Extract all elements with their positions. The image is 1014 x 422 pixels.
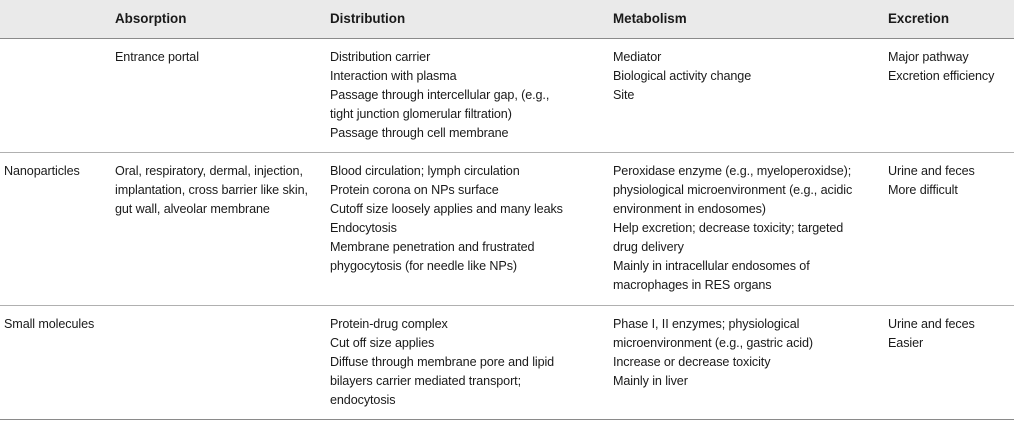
excretion-cell bbox=[888, 315, 975, 353]
cell-line: More difficult bbox=[888, 183, 958, 197]
cell-line: tight junction glomerular filtration) bbox=[330, 107, 512, 121]
cell-line: Distribution carrier bbox=[330, 50, 431, 64]
cell-line: Entrance portal bbox=[115, 50, 199, 64]
cell-line: Help excretion; decrease toxicity; targeted bbox=[613, 221, 844, 235]
metabolism-cell bbox=[613, 162, 852, 295]
header-excretion: Excretion bbox=[888, 11, 950, 26]
cell-line: Peroxidase enzyme (e.g., myeloperoxidse); bbox=[613, 164, 852, 178]
cell-line: Cut off size applies bbox=[330, 336, 435, 350]
distribution-cell bbox=[330, 315, 554, 410]
header-absorption: Absorption bbox=[115, 11, 187, 26]
row-label-text: Small molecules bbox=[4, 317, 95, 331]
cell-line: Easier bbox=[888, 336, 924, 350]
absorption-cell bbox=[115, 48, 199, 67]
cell-line: Oral, respiratory, dermal, injection, bbox=[115, 164, 303, 178]
cell-line: macrophages in RES organs bbox=[613, 278, 772, 292]
cell-line: Membrane penetration and frustrated bbox=[330, 240, 535, 254]
cell-line: Interaction with plasma bbox=[330, 69, 457, 83]
row-divider bbox=[0, 152, 1014, 153]
cell-line: Increase or decrease toxicity bbox=[613, 355, 771, 369]
row-label-text: Nanoparticles bbox=[4, 164, 80, 178]
cell-line: Urine and feces bbox=[888, 164, 975, 178]
cell-line: gut wall, alveolar membrane bbox=[115, 202, 270, 216]
cell-line: Site bbox=[613, 88, 635, 102]
cell-line: Mainly in intracellular endosomes of bbox=[613, 259, 810, 273]
row-label-nanoparticles bbox=[4, 162, 80, 181]
cell-line: Urine and feces bbox=[888, 317, 975, 331]
metabolism-cell bbox=[613, 315, 813, 391]
cell-line: drug delivery bbox=[613, 240, 684, 254]
header-divider bbox=[0, 38, 1014, 39]
cell-line: bilayers carrier mediated transport; bbox=[330, 374, 521, 388]
cell-line: Biological activity change bbox=[613, 69, 752, 83]
absorption-cell bbox=[115, 162, 308, 219]
row-divider bbox=[0, 305, 1014, 306]
cell-line: phygocytosis (for needle like NPs) bbox=[330, 259, 517, 273]
excretion-cell bbox=[888, 48, 994, 86]
cell-line: Phase I, II enzymes; physiological bbox=[613, 317, 800, 331]
cell-line: Mediator bbox=[613, 50, 662, 64]
header-distribution: Distribution bbox=[330, 11, 406, 26]
row-label-small-molecules bbox=[4, 315, 94, 334]
table-bottom-border bbox=[0, 419, 1014, 420]
metabolism-cell bbox=[613, 48, 751, 105]
cell-line: Blood circulation; lymph circulation bbox=[330, 164, 520, 178]
cell-line: microenvironment (e.g., gastric acid) bbox=[613, 336, 813, 350]
distribution-cell bbox=[330, 48, 549, 143]
cell-line: Endocytosis bbox=[330, 221, 397, 235]
excretion-cell bbox=[888, 162, 975, 200]
cell-line: Passage through intercellular gap, (e.g., bbox=[330, 88, 550, 102]
header-metabolism: Metabolism bbox=[613, 11, 687, 26]
cell-line: implantation, cross barrier like skin, bbox=[115, 183, 308, 197]
cell-line: Protein corona on NPs surface bbox=[330, 183, 499, 197]
cell-line: endocytosis bbox=[330, 393, 396, 407]
cell-line: environment in endosomes) bbox=[613, 202, 766, 216]
cell-line: Mainly in liver bbox=[613, 374, 688, 388]
cell-line: Major pathway bbox=[888, 50, 969, 64]
distribution-cell bbox=[330, 162, 563, 276]
cell-line: physiological microenvironment (e.g., acidic bbox=[613, 183, 853, 197]
cell-line: Excretion efficiency bbox=[888, 69, 995, 83]
cell-line: Passage through cell membrane bbox=[330, 126, 509, 140]
cell-line: Cutoff size loosely applies and many leaks bbox=[330, 202, 563, 216]
cell-line: Diffuse through membrane pore and lipid bbox=[330, 355, 555, 369]
cell-line: Protein-drug complex bbox=[330, 317, 448, 331]
